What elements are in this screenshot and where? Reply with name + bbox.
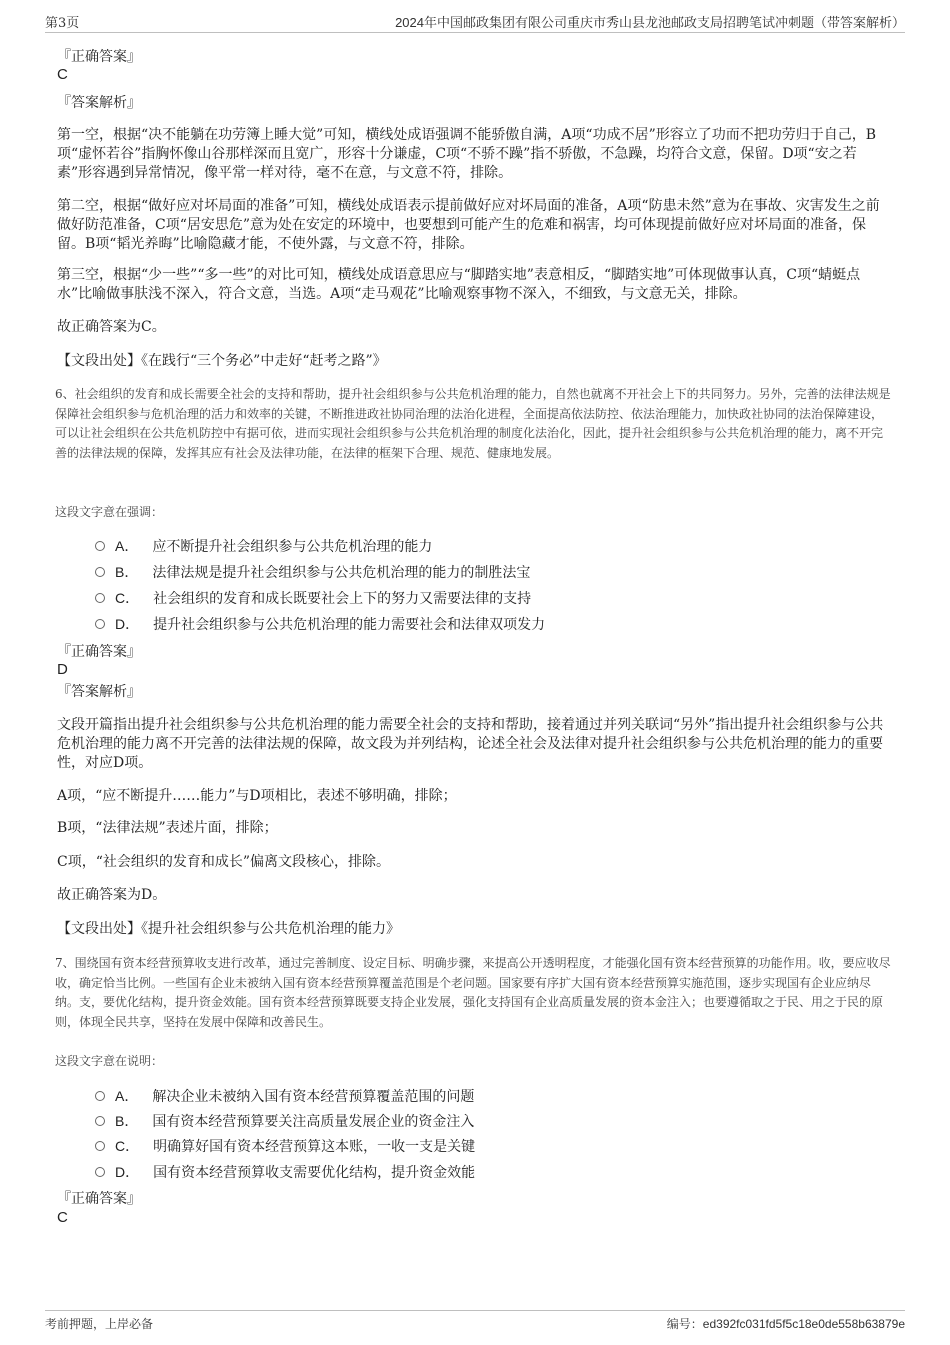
analysis-paragraph: 文段开篇指出提升社会组织参与公共危机治理的能力需要全社会的支持和帮助，接着通过并列关联词“另外”指出提升社会组织参与公共危机治理的能力离不开完善的法律法规的保障，故文段为并列结构，论述全社会及法律对提升社会组织参与公共危机治理的能力的重要性，对应D项。: [57, 717, 884, 771]
radio-icon[interactable]: [95, 1141, 105, 1151]
question-passage: 6、社会组织的发育和成长需要全社会的支持和帮助，提升社会组织参与公共危机治理的能力，自然也就离不开社会上下的共同努力。另外，完善的法律法规是保障社会组织参与危机治理的活力和效率的关键，不断推进政社协同治理的法治化进程，全面提高依法防控、依法治理能力，加快政社协同的法治保障建设，可以让社会组织在公共危机防控中有据可依，进而实现社会组织参与公共危机治理的制度化法治化，因此，提升社会组织参与公共危机治理的能力，离不开完善的法律法规的保障，发挥其应有社会及法律功能，在法律的框架下合理、规范、健康地发展。: [55, 387, 891, 460]
analysis-conclusion: 故正确答案为D。: [57, 887, 167, 903]
radio-icon[interactable]: [95, 567, 105, 577]
option-b[interactable]: B． 国有资本经营预算要关注高质量发展企业的资金注入: [95, 1112, 474, 1131]
page-footer: [45, 1310, 905, 1341]
question-stem: 这段文字意在强调：: [55, 505, 164, 519]
option-a[interactable]: A． 应不断提升社会组织参与公共危机治理的能力: [95, 537, 432, 556]
passage-source: 【文段出处】《在践行“三个务必”中走好“赶考之路”》: [57, 353, 387, 369]
option-c[interactable]: C． 社会组织的发育和成长既要社会上下的努力又需要法律的支持: [95, 589, 531, 608]
radio-icon[interactable]: [95, 1116, 105, 1126]
analysis-paragraph: 第二空，根据“做好应对坏局面的准备”可知，横线处成语表示提前做好应对坏局面的准备，A项“防患未然”意为在事故、灾害发生之前做好防范准备，C项“居安思危”意为处在安定的环境中，也要想到可能产生的危难和祸害，均可体现提前做好应对坏局面的准备，保留。B项“韬光养晦”比喻隐藏才能，不使外露，与文意不符，排除。: [57, 198, 880, 252]
page-number: 第3页: [45, 16, 80, 31]
option-d[interactable]: D． 提升社会组织参与公共危机治理的能力需要社会和法律双项发力: [95, 615, 545, 634]
answer-value: C: [57, 66, 68, 83]
analysis-paragraph: A项，“应不断提升……能力”与D项相比，表述不够明确，排除；: [57, 788, 457, 804]
answer-value: D: [57, 661, 68, 678]
radio-icon[interactable]: [95, 593, 105, 603]
radio-icon[interactable]: [95, 541, 105, 551]
answer-value: C: [57, 1209, 68, 1226]
option-b[interactable]: B． 法律法规是提升社会组织参与公共危机治理的能力的制胜法宝: [95, 563, 530, 582]
answer-label: 『正确答案』: [57, 1191, 141, 1207]
page-header: [45, 10, 905, 33]
passage-source: 【文段出处】《提升社会组织参与公共危机治理的能力》: [57, 921, 400, 937]
document-title: 2024年中国邮政集团有限公司重庆市秀山县龙池邮政支局招聘笔试冲刺题（带答案解析）: [395, 15, 905, 30]
option-d[interactable]: D． 国有资本经营预算收支需要优化结构，提升资金效能: [95, 1163, 475, 1182]
footer-slogan: 考前押题，上岸必备: [45, 1317, 154, 1331]
answer-label: 『正确答案』: [57, 49, 141, 65]
analysis-paragraph: B项，“法律法规”表述片面，排除；: [57, 820, 278, 836]
option-a[interactable]: A． 解决企业未被纳入国有资本经营预算覆盖范围的问题: [95, 1087, 474, 1106]
radio-icon[interactable]: [95, 619, 105, 629]
analysis-conclusion: 故正确答案为C。: [57, 319, 166, 335]
analysis-paragraph: C项，“社会组织的发育和成长”偏离文段核心，排除。: [57, 854, 391, 870]
analysis-label: 『答案解析』: [57, 684, 141, 700]
radio-icon[interactable]: [95, 1091, 105, 1101]
radio-icon[interactable]: [95, 1167, 105, 1177]
analysis-paragraph: 第三空，根据“少一些”“多一些”的对比可知，横线处成语意思应与“脚踏实地”表意相反，“脚踏实地”可体现做事认真，C项“蜻蜓点水”比喻做事肤浅不深入，符合文意，当选。A项“走马观花”比喻观察事物不深入，不细致，与文意无关，排除。: [57, 267, 861, 302]
question-passage: 7、围绕国有资本经营预算收支进行改革，通过完善制度、设定目标、明确步骤，来提高公开透明程度，才能强化国有资本经营预算的功能作用。收，要应收尽收，确定恰当比例。一些国有企业未被纳入国有资本经营预算覆盖范围是个老问题。国家要有序扩大国有资本经营预算实施范围，逐步实现国有企业应纳尽纳。支，要优化结构，提升资金效能。国有资本经营预算既要支持企业发展，强化支持国有企业高质量发展的资本金注入；也要遵循取之于民、用之于民的原则，体现全民共享，坚持在发展中保障和改善民生。: [55, 956, 891, 1029]
analysis-label: 『答案解析』: [57, 95, 141, 111]
question-stem: 这段文字意在说明：: [55, 1054, 164, 1068]
analysis-paragraph: 第一空，根据“决不能躺在功劳簿上睡大觉”可知，横线处成语强调不能骄傲自满，A项“功成不居”形容立了功而不把功劳归于自己，B项“虚怀若谷”指胸怀像山谷那样深而且宽广，形容十分谦虚，C项“不骄不躁”指不骄傲，不急躁，均符合文意，保留。D项“安之若素”形容遇到异常情况，像平常一样对待，毫不在意，与文意不符，排除。: [57, 127, 877, 181]
document-id: 编号：ed392fc031fd5f5c18e0de558b63879e: [666, 1317, 905, 1331]
option-c[interactable]: C． 明确算好国有资本经营预算这本账，一收一支是关键: [95, 1137, 475, 1156]
answer-label: 『正确答案』: [57, 644, 141, 660]
